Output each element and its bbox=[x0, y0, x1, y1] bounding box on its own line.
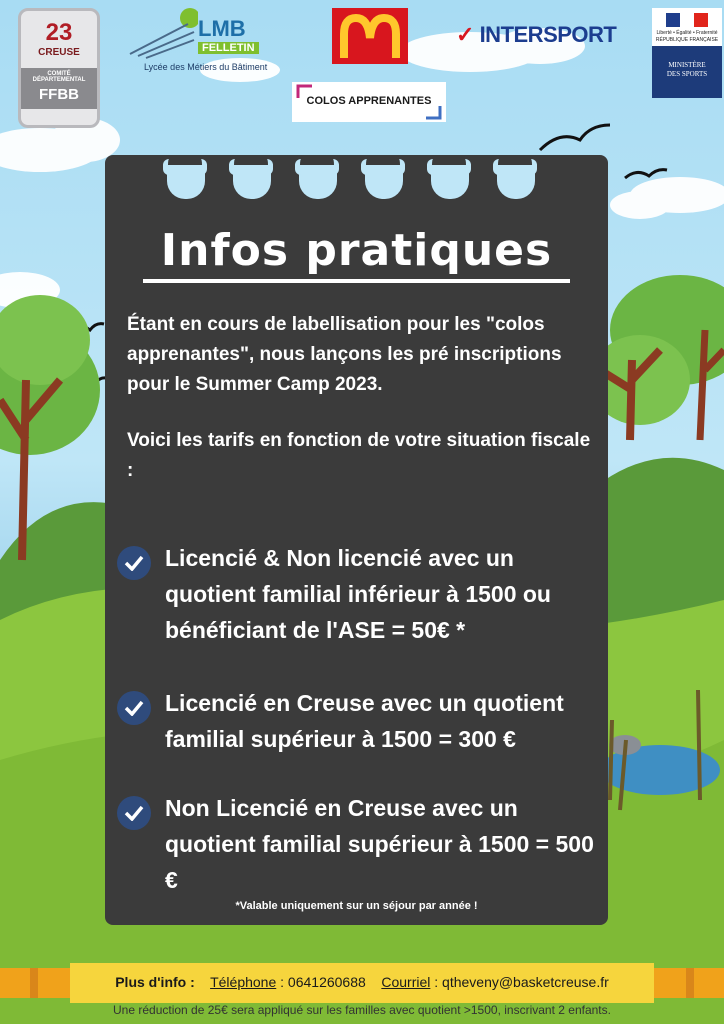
check-icon bbox=[117, 546, 151, 580]
ministry-line-1: MINISTÈRE bbox=[668, 61, 706, 69]
ministry-line-2: DES SPORTS bbox=[666, 70, 708, 79]
tarif-text: Licencié en Creuse avec un quotient familial supérieur à 1500 = 300 € bbox=[165, 690, 564, 752]
tarif-text: Licencié & Non licencié avec un quotient familial inférieur à 1500 ou bénéficiant de l'ASE = 50€ * bbox=[165, 545, 551, 643]
list-item bbox=[117, 540, 597, 680]
info-label: Plus d'info : bbox=[115, 974, 195, 990]
logo-band: COMITÉ DÉPARTEMENTAL bbox=[21, 68, 97, 86]
check-icon bbox=[117, 691, 151, 725]
intersport-logo bbox=[456, 22, 616, 52]
phone-number[interactable]: : 0641260688 bbox=[276, 974, 366, 990]
binder-ring-icon bbox=[299, 165, 337, 199]
list-item bbox=[117, 790, 597, 900]
golden-arches-icon bbox=[332, 8, 408, 64]
lmb-name: LMB bbox=[198, 16, 246, 41]
check-icon bbox=[117, 796, 151, 830]
logo-city: CREUSE bbox=[38, 47, 80, 58]
ministere-sports-logo bbox=[652, 8, 722, 98]
republic-motto: Liberté • Égalité • Fraternité bbox=[656, 30, 718, 36]
contact-bar bbox=[70, 963, 654, 1003]
ministry-name bbox=[652, 46, 722, 98]
logo-number: 23 bbox=[45, 19, 73, 46]
title-underline bbox=[143, 279, 570, 283]
info-board bbox=[105, 155, 608, 925]
binder-ring-icon bbox=[497, 165, 535, 199]
validity-note: *Valable uniquement sur un séjour par année ! bbox=[235, 900, 478, 912]
lmb-building-icon bbox=[128, 6, 198, 62]
lmb-town: FELLETIN bbox=[198, 42, 259, 54]
lmb-subtitle: Lycée des Métiers du Bâtiment bbox=[144, 62, 268, 72]
list-item bbox=[117, 685, 597, 785]
colos-apprenantes-logo bbox=[292, 82, 446, 122]
binder-ring-icon bbox=[167, 165, 205, 199]
colos-label: COLOS APPRENANTES bbox=[306, 95, 432, 107]
mcdonalds-logo bbox=[332, 8, 408, 64]
lmb-felletin-logo bbox=[128, 6, 274, 74]
intro-paragraph: Étant en cours de labellisation pour les "colos apprenantes", nous lançons les pré inscriptions pour le Summer Camp 2023. bbox=[127, 314, 562, 395]
republic-name: RÉPUBLIQUE FRANÇAISE bbox=[655, 36, 719, 43]
binder-ring-icon bbox=[431, 165, 469, 199]
tarif-text: Non Licencié en Creuse avec un quotient familial supérieur à 1500 = 500 € bbox=[165, 795, 594, 893]
contact-line bbox=[70, 974, 654, 990]
mail-label: Courriel bbox=[381, 974, 431, 990]
discount-note: Une réduction de 25€ sera appliqué sur les familles avec quotient >1500, inscrivant 2 enfants. bbox=[113, 1003, 611, 1017]
email-link[interactable]: : qtheveny@basketcreuse.fr bbox=[430, 974, 609, 990]
binder-ring-icon bbox=[365, 165, 403, 199]
logo-federation: FFBB bbox=[21, 86, 97, 109]
intersport-mark-icon: ✓ bbox=[456, 22, 474, 47]
french-flag-icon bbox=[666, 13, 708, 27]
ffbb-creuse-logo bbox=[18, 8, 100, 128]
phone-label: Téléphone bbox=[210, 974, 277, 990]
page-title: Infos pratiques bbox=[160, 225, 553, 276]
binder-ring-icon bbox=[233, 165, 271, 199]
intersport-name: INTERSPORT bbox=[479, 22, 617, 47]
tarifs-intro: Voici les tarifs en fonction de votre situation fiscale : bbox=[127, 430, 591, 481]
